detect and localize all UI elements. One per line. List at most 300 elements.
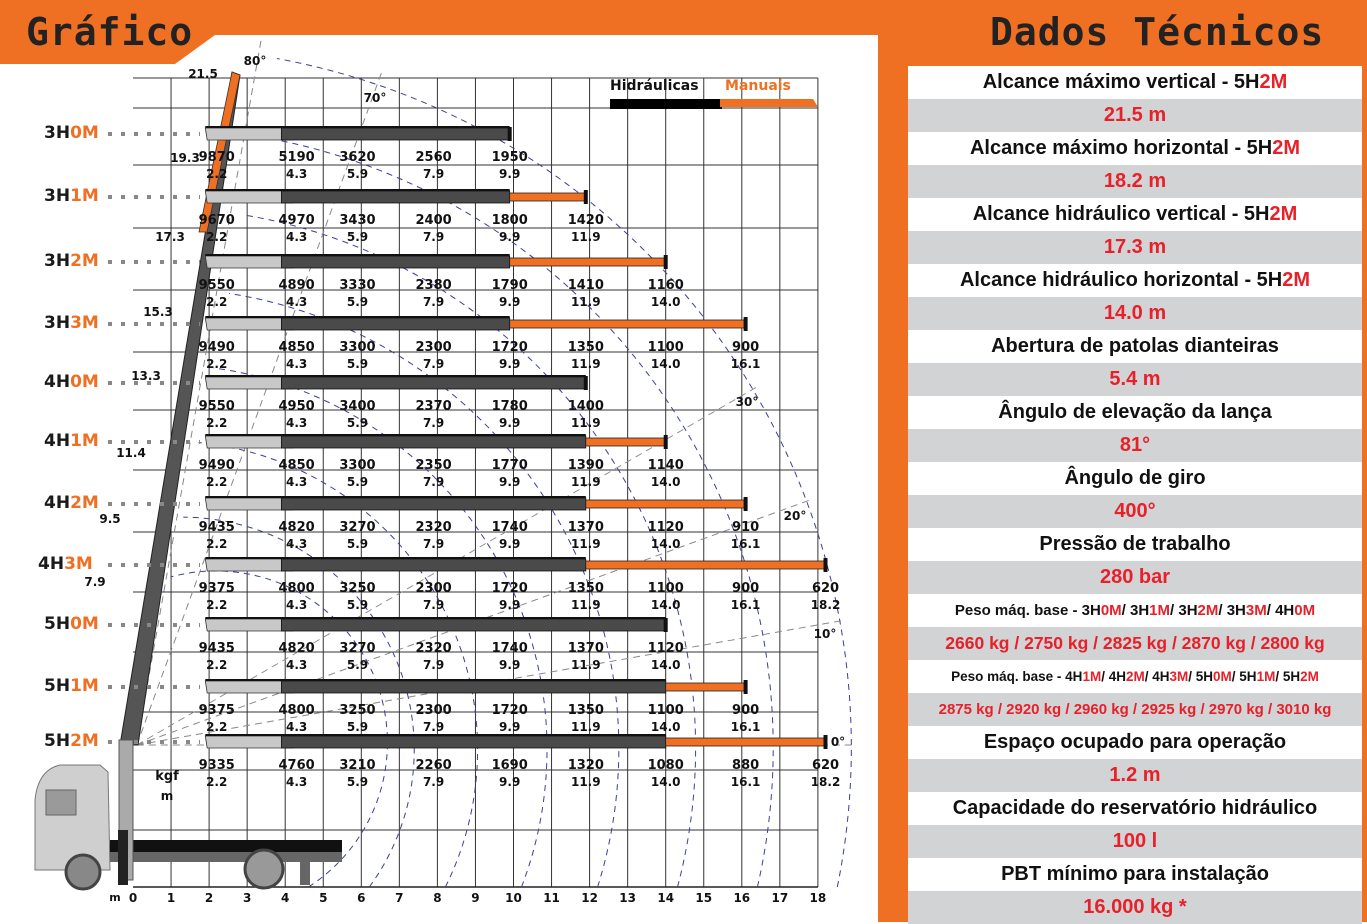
configuration-row-3h1m <box>108 190 588 204</box>
x-axis-tick: 9 <box>471 891 480 905</box>
reach-value: 4.3 <box>285 357 308 371</box>
configuration-label <box>44 731 99 751</box>
boom-end-cap <box>584 376 588 390</box>
spec-label-part: PBT mínimo para instalação <box>1001 863 1269 885</box>
boom-end-cap <box>664 255 668 269</box>
spec-value: 1.2 m <box>908 759 1362 792</box>
reach-value: 7.9 <box>422 167 445 181</box>
x-axis-unit-label: m <box>109 891 121 904</box>
load-value: 620 <box>811 758 840 773</box>
spec-label <box>908 66 1362 99</box>
spec-value: 280 bar <box>908 561 1362 594</box>
load-value: 2400 <box>415 213 452 228</box>
load-value: 3250 <box>339 703 376 718</box>
reach-value: 11.9 <box>570 475 601 489</box>
height-label: 11.4 <box>116 446 146 460</box>
reach-value: 9.9 <box>499 230 521 244</box>
spec-label <box>908 198 1362 231</box>
reach-value: 2.2 <box>206 416 228 430</box>
spec-label-part: / 4H <box>1101 669 1126 684</box>
load-value: 620 <box>811 581 840 596</box>
configuration-label <box>44 313 99 333</box>
reach-value: 7.9 <box>422 598 445 612</box>
spec-label-part: Capacidade do reservatório hidráulico <box>952 797 1318 819</box>
reach-value: 16.1 <box>730 598 761 612</box>
configuration-label <box>44 614 99 634</box>
load-value: 2260 <box>415 758 452 773</box>
load-value: 5190 <box>278 150 315 165</box>
reach-value: 5.9 <box>346 775 369 789</box>
load-value: 2350 <box>415 458 452 473</box>
configuration-label <box>44 676 99 696</box>
boom-base <box>205 256 293 268</box>
load-value: 9435 <box>198 520 235 535</box>
boom-base <box>205 559 293 571</box>
reach-value: 18.2 <box>810 775 841 789</box>
x-axis-tick: 17 <box>771 891 789 905</box>
x-axis-tick: 1 <box>166 891 176 905</box>
reach-value: 4.3 <box>285 537 308 551</box>
configuration-row-3h0m <box>108 127 512 141</box>
spec-label <box>908 330 1362 363</box>
configuration-row-5h2m <box>108 735 828 749</box>
configuration-label <box>44 431 99 451</box>
boom-manual <box>510 193 586 201</box>
reach-value: 7.9 <box>422 230 445 244</box>
load-value: 2320 <box>415 641 452 656</box>
load-value: 4800 <box>278 581 315 596</box>
boom-end-cap <box>508 127 512 141</box>
front-stabilizer <box>118 830 128 885</box>
spec-label-part: 1M <box>1256 669 1276 684</box>
spec-label <box>908 660 1362 693</box>
configuration-row-4h1m <box>108 435 668 449</box>
load-value: 2320 <box>415 520 452 535</box>
height-label: 9.5 <box>99 512 121 526</box>
reach-value: 4.3 <box>285 416 308 430</box>
spec-value: 400° <box>908 495 1362 528</box>
reach-value: 18.2 <box>810 598 841 612</box>
reach-value: 2.2 <box>206 295 228 309</box>
load-value: 1160 <box>647 278 684 293</box>
reach-value: 2.2 <box>206 598 228 612</box>
load-value: 4890 <box>278 278 315 293</box>
load-value: 1770 <box>491 458 528 473</box>
load-value: 3270 <box>339 641 376 656</box>
reach-value: 11.9 <box>570 720 601 734</box>
load-value: 4820 <box>278 641 315 656</box>
configuration-label-hydraulic: 3H <box>44 186 71 206</box>
reach-value: 7.9 <box>422 537 445 551</box>
reach-value: 2.2 <box>206 230 228 244</box>
reach-value: 11.9 <box>570 598 601 612</box>
boom-base <box>205 681 293 693</box>
legend-hydraulic-swatch <box>610 99 722 109</box>
reach-value: 9.9 <box>499 537 521 551</box>
load-value: 1390 <box>567 458 604 473</box>
load-value: 2300 <box>415 340 452 355</box>
load-value: 1400 <box>567 399 604 414</box>
load-value: 1100 <box>647 581 684 596</box>
x-axis-tick: 0 <box>128 891 138 905</box>
reach-value: 5.9 <box>346 357 369 371</box>
load-value: 4850 <box>278 340 315 355</box>
configuration-label-hydraulic: 5H <box>44 614 71 634</box>
spec-label-part: / 4H <box>1266 602 1295 619</box>
load-value: 3250 <box>339 581 376 596</box>
load-value: 880 <box>732 758 760 773</box>
configuration-label <box>44 186 99 206</box>
spec-label-part: Alcance hidráulico horizontal - 5H <box>959 269 1283 291</box>
boom-manual <box>586 561 826 569</box>
spec-label-part: / 5H <box>1275 669 1301 684</box>
x-axis-tick: 18 <box>809 891 827 905</box>
load-value: 2560 <box>415 150 452 165</box>
reach-value: 4.3 <box>285 230 308 244</box>
load-value: 900 <box>732 581 760 596</box>
configuration-label-manual: 3M <box>70 313 99 333</box>
reach-value: 7.9 <box>422 720 445 734</box>
load-value: 3300 <box>339 340 376 355</box>
truck-cab <box>35 765 110 870</box>
truck-front-wheel <box>66 855 100 889</box>
spec-label-part: / 3H <box>1218 602 1246 619</box>
spec-label-part: 0M <box>1213 669 1232 684</box>
unit-distance-label: m <box>160 789 174 803</box>
boom-hydraulic <box>281 498 585 510</box>
boom-hydraulic <box>281 681 665 693</box>
spec-label-part: 2M <box>1272 137 1301 159</box>
boom-base <box>205 377 293 389</box>
configuration-label-hydraulic: 5H <box>44 731 71 751</box>
spec-label-part: 2M <box>1259 71 1288 93</box>
load-value: 9435 <box>198 641 235 656</box>
spec-value: 2875 kg / 2920 kg / 2960 kg / 2925 kg / 2970 kg / 3010 kg <box>908 693 1362 726</box>
truck-bed <box>110 840 342 852</box>
configuration-label-hydraulic: 4H <box>44 372 71 392</box>
reach-value: 4.3 <box>285 658 308 672</box>
reach-value: 2.2 <box>206 720 228 734</box>
angle-label: 80° <box>243 54 267 68</box>
load-value: 3270 <box>339 520 376 535</box>
x-axis-tick: 2 <box>204 891 214 905</box>
angle-ray <box>137 36 262 745</box>
boom-hydraulic <box>281 436 585 448</box>
reach-value: 9.9 <box>499 167 521 181</box>
boom-hydraulic <box>281 559 585 571</box>
load-value: 1100 <box>647 340 684 355</box>
load-value: 1740 <box>491 520 528 535</box>
load-value: 1100 <box>647 703 684 718</box>
load-value: 1370 <box>567 641 604 656</box>
load-value: 3400 <box>339 399 376 414</box>
boom-base <box>205 128 293 140</box>
configuration-row-4h3m <box>108 558 828 572</box>
spec-label <box>908 462 1362 495</box>
boom-end-cap <box>664 618 668 632</box>
load-value: 1720 <box>491 340 528 355</box>
legend-manual-label: Manuais <box>725 78 791 94</box>
configuration-label-hydraulic: 4H <box>44 493 71 513</box>
reach-value: 16.1 <box>730 537 761 551</box>
spec-label-part: Abertura de patolas dianteiras <box>991 335 1279 357</box>
configuration-label-manual: 0M <box>70 123 99 143</box>
reach-value: 7.9 <box>422 775 445 789</box>
spec-label-part: 2M <box>1269 203 1298 225</box>
configuration-label-manual: 1M <box>70 431 99 451</box>
reach-value: 4.3 <box>285 475 308 489</box>
load-value: 2370 <box>415 399 452 414</box>
reach-value: 5.9 <box>346 720 369 734</box>
configuration-label <box>38 554 93 574</box>
spec-label-part: Alcance hidráulico vertical - 5H <box>972 203 1270 225</box>
spec-label <box>908 396 1362 429</box>
boom-manual <box>586 500 746 508</box>
reach-value: 11.9 <box>570 230 601 244</box>
reach-value: 14.0 <box>650 537 681 551</box>
reach-value: 5.9 <box>346 475 369 489</box>
boom-base <box>205 619 293 631</box>
load-value: 9375 <box>198 703 235 718</box>
x-axis-tick: 14 <box>657 891 675 905</box>
reach-value: 9.9 <box>499 775 521 789</box>
spec-label-part: Alcance máximo vertical - 5H <box>982 71 1260 93</box>
boom-base <box>205 736 293 748</box>
load-value: 1780 <box>491 399 528 414</box>
configuration-label-manual: 1M <box>70 186 99 206</box>
configuration-row-5h0m <box>108 618 668 632</box>
spec-value: 18.2 m <box>908 165 1362 198</box>
spec-label-part: Peso máq. base - 3H <box>954 602 1101 619</box>
spec-label-part: / 4H <box>1144 669 1170 684</box>
angle-label: 70° <box>363 91 387 105</box>
configuration-label-manual: 2M <box>70 731 99 751</box>
spec-label-part: 2M <box>1300 669 1319 684</box>
legend <box>610 78 820 110</box>
boom-manual <box>666 738 826 746</box>
load-value: 1740 <box>491 641 528 656</box>
reach-value: 4.3 <box>285 720 308 734</box>
spec-label <box>908 264 1362 297</box>
load-value: 1120 <box>647 641 684 656</box>
boom-base <box>205 191 293 203</box>
boom-hydraulic <box>281 377 585 389</box>
reach-value: 5.9 <box>346 295 369 309</box>
x-axis-tick: 10 <box>505 891 522 905</box>
spec-value: 5.4 m <box>908 363 1362 396</box>
reach-value: 9.9 <box>499 475 521 489</box>
reach-value: 5.9 <box>346 537 369 551</box>
height-label: 13.3 <box>131 369 161 383</box>
configuration-label-manual: 3M <box>64 554 93 574</box>
reach-value: 16.1 <box>730 357 761 371</box>
reach-value: 7.9 <box>422 416 445 430</box>
truck-rear-wheel <box>245 850 283 888</box>
spec-label-part: Peso máq. base - 4H <box>951 669 1083 684</box>
spec-label-part: 2M <box>1197 602 1219 619</box>
x-axis-tick: 6 <box>357 891 366 905</box>
load-value: 3430 <box>339 213 376 228</box>
configuration-label-hydraulic: 3H <box>44 313 71 333</box>
x-axis-tick: 15 <box>695 891 713 905</box>
configuration-row-4h2m <box>108 497 748 511</box>
load-value: 1140 <box>647 458 684 473</box>
spec-label-part: 2M <box>1282 269 1311 291</box>
x-axis-tick: 13 <box>619 891 637 905</box>
spec-label <box>908 528 1362 561</box>
load-value: 1420 <box>567 213 604 228</box>
height-label: 19.3 <box>170 151 200 165</box>
configuration-label-hydraulic: 3H <box>44 251 71 271</box>
spec-value: 81° <box>908 429 1362 462</box>
spec-value: 2660 kg / 2750 kg / 2825 kg / 2870 kg / 2800 kg <box>908 627 1362 660</box>
reach-value: 5.9 <box>346 416 369 430</box>
spec-label <box>908 726 1362 759</box>
load-value: 4760 <box>278 758 315 773</box>
reach-value: 2.2 <box>206 537 228 551</box>
legend-manual-swatch <box>720 99 818 107</box>
spec-label-part: 0M <box>1294 602 1316 619</box>
load-value: 1690 <box>491 758 528 773</box>
reach-value: 14.0 <box>650 775 681 789</box>
reach-value: 11.9 <box>570 416 601 430</box>
reach-value: 2.2 <box>206 167 228 181</box>
load-value: 2300 <box>415 703 452 718</box>
load-value: 1790 <box>491 278 528 293</box>
load-value: 1320 <box>567 758 604 773</box>
x-axis-tick: 3 <box>242 891 252 905</box>
x-axis-tick: 7 <box>395 891 404 905</box>
x-axis-tick: 4 <box>281 891 290 905</box>
boom-hydraulic <box>281 256 509 268</box>
reach-value: 14.0 <box>650 357 681 371</box>
spec-label-part: 0M <box>1100 602 1122 619</box>
boom-hydraulic <box>281 736 665 748</box>
load-value: 4970 <box>278 213 315 228</box>
spec-label-part: / 5H <box>1188 669 1214 684</box>
boom-hydraulic <box>281 318 509 330</box>
spec-value: 16.000 kg * <box>908 891 1362 924</box>
load-value: 3210 <box>339 758 376 773</box>
load-value: 9550 <box>198 399 235 414</box>
configuration-label <box>44 372 99 392</box>
rear-stabilizer <box>300 855 310 885</box>
spec-value: 100 l <box>908 825 1362 858</box>
spec-label-part: Alcance máximo horizontal - 5H <box>969 137 1273 159</box>
load-value: 9550 <box>198 278 235 293</box>
spec-value: 14.0 m <box>908 297 1362 330</box>
reach-value: 11.9 <box>570 537 601 551</box>
spec-label <box>908 132 1362 165</box>
reach-value: 5.9 <box>346 598 369 612</box>
reach-value: 2.2 <box>206 475 228 489</box>
load-value: 9490 <box>198 340 235 355</box>
x-axis-tick: 11 <box>543 891 560 905</box>
spec-label-part: / 3H <box>1170 602 1198 619</box>
reach-value: 2.2 <box>206 658 228 672</box>
load-value: 4800 <box>278 703 315 718</box>
load-value: 9335 <box>198 758 235 773</box>
spec-label-part: Ângulo de giro <box>1064 467 1206 489</box>
legend-hydraulic-label: Hidráulicas <box>610 78 699 94</box>
load-value: 2380 <box>415 278 452 293</box>
reach-value: 2.2 <box>206 357 228 371</box>
reach-value: 14.0 <box>650 720 681 734</box>
reach-value: 14.0 <box>650 475 681 489</box>
configuration-label-hydraulic: 3H <box>44 123 71 143</box>
x-axis-tick: 12 <box>581 891 598 905</box>
reach-value: 9.9 <box>499 598 521 612</box>
load-value: 1350 <box>567 581 604 596</box>
reach-value: 4.3 <box>285 295 308 309</box>
reach-value: 9.9 <box>499 720 521 734</box>
reach-value: 11.9 <box>570 775 601 789</box>
reach-value: 7.9 <box>422 295 445 309</box>
x-axis-tick: 8 <box>433 891 442 905</box>
boom-end-cap <box>664 435 668 449</box>
boom-manual <box>666 683 746 691</box>
boom-end-cap <box>744 497 748 511</box>
load-value: 1350 <box>567 703 604 718</box>
boom-end-cap <box>584 190 588 204</box>
spec-label <box>908 594 1362 627</box>
load-value: 3620 <box>339 150 376 165</box>
configuration-row-5h1m <box>108 680 748 694</box>
reach-value: 7.9 <box>422 658 445 672</box>
boom-base <box>205 436 293 448</box>
boom-base <box>205 318 293 330</box>
configuration-label-manual: 1M <box>70 676 99 696</box>
reach-value: 11.9 <box>570 357 601 371</box>
spec-value: 21.5 m <box>908 99 1362 132</box>
x-axis-tick: 16 <box>733 891 751 905</box>
load-value: 1720 <box>491 581 528 596</box>
angle-label: 30° <box>735 395 759 409</box>
configuration-label-hydraulic: 5H <box>44 676 71 696</box>
load-value: 1120 <box>647 520 684 535</box>
load-value: 1370 <box>567 520 604 535</box>
boom-manual <box>586 438 666 446</box>
reach-value: 14.0 <box>650 295 681 309</box>
reach-value: 9.9 <box>499 658 521 672</box>
boom-end-cap <box>744 317 748 331</box>
height-label: 17.3 <box>155 230 185 244</box>
load-value: 4950 <box>278 399 315 414</box>
reach-value: 4.3 <box>285 775 308 789</box>
load-value: 3300 <box>339 458 376 473</box>
configuration-row-3h3m <box>108 317 748 331</box>
load-value: 1800 <box>491 213 528 228</box>
configuration-label <box>44 251 99 271</box>
load-value: 2300 <box>415 581 452 596</box>
angle-label: 10° <box>813 627 837 641</box>
configuration-label-manual: 0M <box>70 372 99 392</box>
boom-end-cap <box>824 558 828 572</box>
configuration-label <box>44 123 99 143</box>
reach-value: 7.9 <box>422 357 445 371</box>
angle-label: 0° <box>830 735 846 749</box>
load-value: 9490 <box>198 458 235 473</box>
reach-value: 5.9 <box>346 230 369 244</box>
reach-value: 4.3 <box>285 167 308 181</box>
angle-rays <box>137 36 857 745</box>
spec-label-part: 2M <box>1125 669 1145 684</box>
spec-label-part: 3M <box>1245 602 1267 619</box>
configuration-label <box>44 493 99 513</box>
truck-window <box>46 790 76 815</box>
spec-label-part: Pressão de trabalho <box>1039 533 1231 555</box>
configuration-label-manual: 2M <box>70 251 99 271</box>
